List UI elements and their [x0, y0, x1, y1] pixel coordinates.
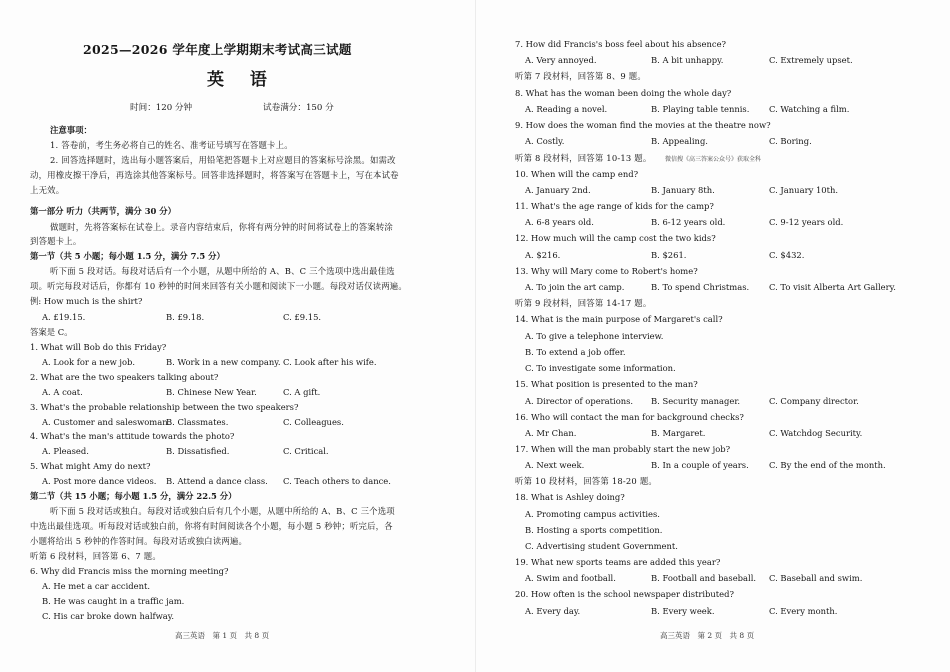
option: A. Customer and saleswoman. [42, 417, 171, 427]
question: 13. Why will Mary come to Robert's home? [515, 266, 698, 276]
watermark-note: 微信搜《高三答案公众号》获取全科 [665, 156, 762, 163]
right-page [475, 0, 950, 672]
option: C. Watchdog Security. [769, 428, 863, 438]
option: A. Look for a new job. [42, 357, 136, 367]
notice-line: 动，用橡皮擦干净后，再选涂其他答案标号。回答非选择题时，将答案写在答题卡上，写在本试卷 [30, 170, 399, 180]
section1-intro: 项。听完每段对话后，你都有 10 秒钟的时间来回答有关小题和阅读下一小题。每段对话仅读两遍。 [30, 281, 407, 291]
option: B. Margaret. [651, 428, 706, 438]
option: C. $432. [769, 250, 805, 260]
part1-heading: 第一部分 听力（共两节，满分 30 分） [30, 206, 177, 216]
option: A. Pleased. [42, 446, 89, 456]
question: 20. How often is the school newspaper distributed? [515, 589, 734, 599]
option: B. Every week. [651, 606, 715, 616]
option: C. By the end of the month. [769, 460, 886, 470]
question: 11. What's the age range of kids for the camp? [515, 201, 714, 211]
example-question: 例: How much is the shirt? [30, 296, 143, 306]
option: A. Every day. [525, 606, 581, 616]
option: A. Director of operations. [525, 396, 634, 406]
passage-instruction: 听第 10 段材料，回答第 18-20 题。 [515, 476, 657, 486]
option: A. He met a car accident. [42, 581, 151, 591]
question: 9. How does the woman find the movies at the theatre now? [515, 120, 771, 130]
option: B. A bit unhappy. [651, 55, 724, 65]
option: B. Football and baseball. [651, 573, 757, 583]
example-option: A. £19.15. [42, 312, 86, 322]
question: 6. Why did Francis miss the morning meeting? [30, 566, 229, 576]
option: C. January 10th. [769, 185, 839, 195]
exam-title: 2025—2026 学年度上学期期末考试高三试题 [83, 42, 352, 57]
option: A. Reading a novel. [525, 104, 608, 114]
option: C. Company director. [769, 396, 859, 406]
question: 4. What's the man's attitude towards the photo? [30, 431, 235, 441]
option: C. Baseball and swim. [769, 573, 863, 583]
option: B. Chinese New Year. [166, 387, 257, 397]
passage-instruction: 听第 8 段材料，回答第 10-13 题。 [515, 153, 652, 163]
section2-heading: 第二节（共 15 小题；每小题 1.5 分，满分 22.5 分） [30, 491, 237, 501]
question: 3. What's the probable relationship between the two speakers? [30, 402, 299, 412]
example-option: B. £9.18. [166, 312, 205, 322]
option: B. Playing table tennis. [651, 104, 750, 114]
question: 8. What has the woman been doing the whole day? [515, 88, 732, 98]
option: C. Watching a film. [769, 104, 850, 114]
question: 12. How much will the camp cost the two kids? [515, 233, 716, 243]
section2-intro: 小题将给出 5 秒钟的作答时间。每段对话或独白读两遍。 [30, 536, 248, 546]
question: 2. What are the two speakers talking about? [30, 372, 219, 382]
option: C. His car broke down halfway. [42, 611, 175, 621]
option: A. Very annoyed. [525, 55, 597, 65]
option: C. Every month. [769, 606, 838, 616]
question: 15. What position is presented to the man? [515, 379, 698, 389]
option: B. Appealing. [651, 136, 708, 146]
question: 10. When will the camp end? [515, 169, 639, 179]
notice-heading: 注意事项： [50, 125, 92, 135]
question: 16. Who will contact the man for background checks? [515, 412, 744, 422]
part1-intro: 到答题卡上。 [30, 236, 82, 246]
option: C. To visit Alberta Art Gallery. [769, 282, 896, 292]
option: C. 9-12 years old. [769, 217, 844, 227]
example-option: C. £9.15. [283, 312, 322, 322]
option: C. A gift. [283, 387, 321, 397]
option: A. Next week. [525, 460, 585, 470]
section1-heading: 第一节（共 5 小题；每小题 1.5 分，满分 7.5 分） [30, 251, 225, 261]
option: B. Hosting a sports competition. [525, 525, 663, 535]
section1-intro: 听下面 5 段对话。每段对话后有一个小题，从题中所给的 A、B、C 三个选项中选出最佳选 [50, 266, 395, 276]
passage-instruction: 听第 7 段材料，回答第 8、9 题。 [515, 71, 646, 81]
option: B. He was caught in a traffic jam. [42, 596, 185, 606]
question: 19. What new sports teams are added this year? [515, 557, 721, 567]
option: A. Costly. [525, 136, 565, 146]
option: B. January 8th. [651, 185, 715, 195]
option: B. To spend Christmas. [651, 282, 750, 292]
section2-intro: 听下面 5 段对话或独白。每段对话或独白后有几个小题，从题中所给的 A、B、C 三个选项 [50, 506, 395, 516]
question: 5. What might Amy do next? [30, 461, 151, 471]
option: A. Swim and football. [525, 573, 616, 583]
option: C. Boring. [769, 136, 812, 146]
question: 18. What is Ashley doing? [515, 492, 625, 502]
passage-instruction: 听第 6 段材料，回答第 6、7 题。 [30, 551, 161, 561]
question: 7. How did Francis's boss feel about his absence? [515, 39, 727, 49]
option: A. Mr Chan. [525, 428, 577, 438]
example-answer: 答案是 C。 [30, 327, 73, 337]
option: B. Attend a dance class. [166, 476, 268, 486]
option: A. Promoting campus activities. [525, 509, 660, 519]
exam-time: 时间：120 分钟 [130, 103, 193, 113]
option: B. In a couple of years. [651, 460, 749, 470]
option: B. 6-12 years old. [651, 217, 726, 227]
part1-intro: 做题时，先将答案标在试卷上。录音内容结束后，你将有两分钟的时间将试卷上的答案转涂 [50, 222, 393, 232]
page-footer: 高三英语 第 2 页 共 8 页 [660, 631, 755, 640]
option: A. A coat. [42, 387, 83, 397]
option: A. January 2nd. [525, 185, 591, 195]
option: A. 6-8 years old. [525, 217, 594, 227]
option: B. Dissatisfied. [166, 446, 230, 456]
option: B. $261. [651, 250, 687, 260]
question: 14. What is the main purpose of Margaret's call? [515, 314, 723, 324]
section2-intro: 中选出最佳选项。听每段对话或独白前，你将有时间阅读各个小题，每小题 5 秒钟；听完后，各 [30, 521, 393, 531]
option: A. $216. [525, 250, 561, 260]
option: C. Extremely upset. [769, 55, 853, 65]
option: A. To give a telephone interview. [525, 331, 664, 341]
option: B. To extend a job offer. [525, 347, 626, 357]
option: B. Work in a new company. [166, 357, 281, 367]
exam-subject: 英 语 [207, 70, 277, 90]
option: A. Post more dance videos. [42, 476, 157, 486]
page-footer: 高三英语 第 1 页 共 8 页 [175, 631, 270, 640]
exam-score: 试卷满分：150 分 [263, 103, 334, 113]
passage-instruction: 听第 9 段材料，回答第 14-17 题。 [515, 298, 652, 308]
question: 1. What will Bob do this Friday? [30, 342, 167, 352]
option: C. Teach others to dance. [283, 476, 391, 486]
option: C. Advertising student Government. [525, 541, 678, 551]
option: B. Classmates. [166, 417, 229, 427]
notice-line: 上无效。 [30, 185, 65, 195]
option: C. Colleagues. [283, 417, 344, 427]
option: C. Critical. [283, 446, 329, 456]
option: C. To investigate some information. [525, 363, 676, 373]
question: 17. When will the man probably start the new job? [515, 444, 731, 454]
option: A. To join the art camp. [525, 282, 625, 292]
notice-line: 1. 答卷前，考生务必将自己的姓名、准考证号填写在答题卡上。 [50, 140, 293, 150]
option: B. Security manager. [651, 396, 741, 406]
option: C. Look after his wife. [283, 357, 377, 367]
notice-line: 2. 回答选择题时，选出每小题答案后，用铅笔把答题卡上对应题目的答案标号涂黑。如需改 [50, 155, 396, 165]
